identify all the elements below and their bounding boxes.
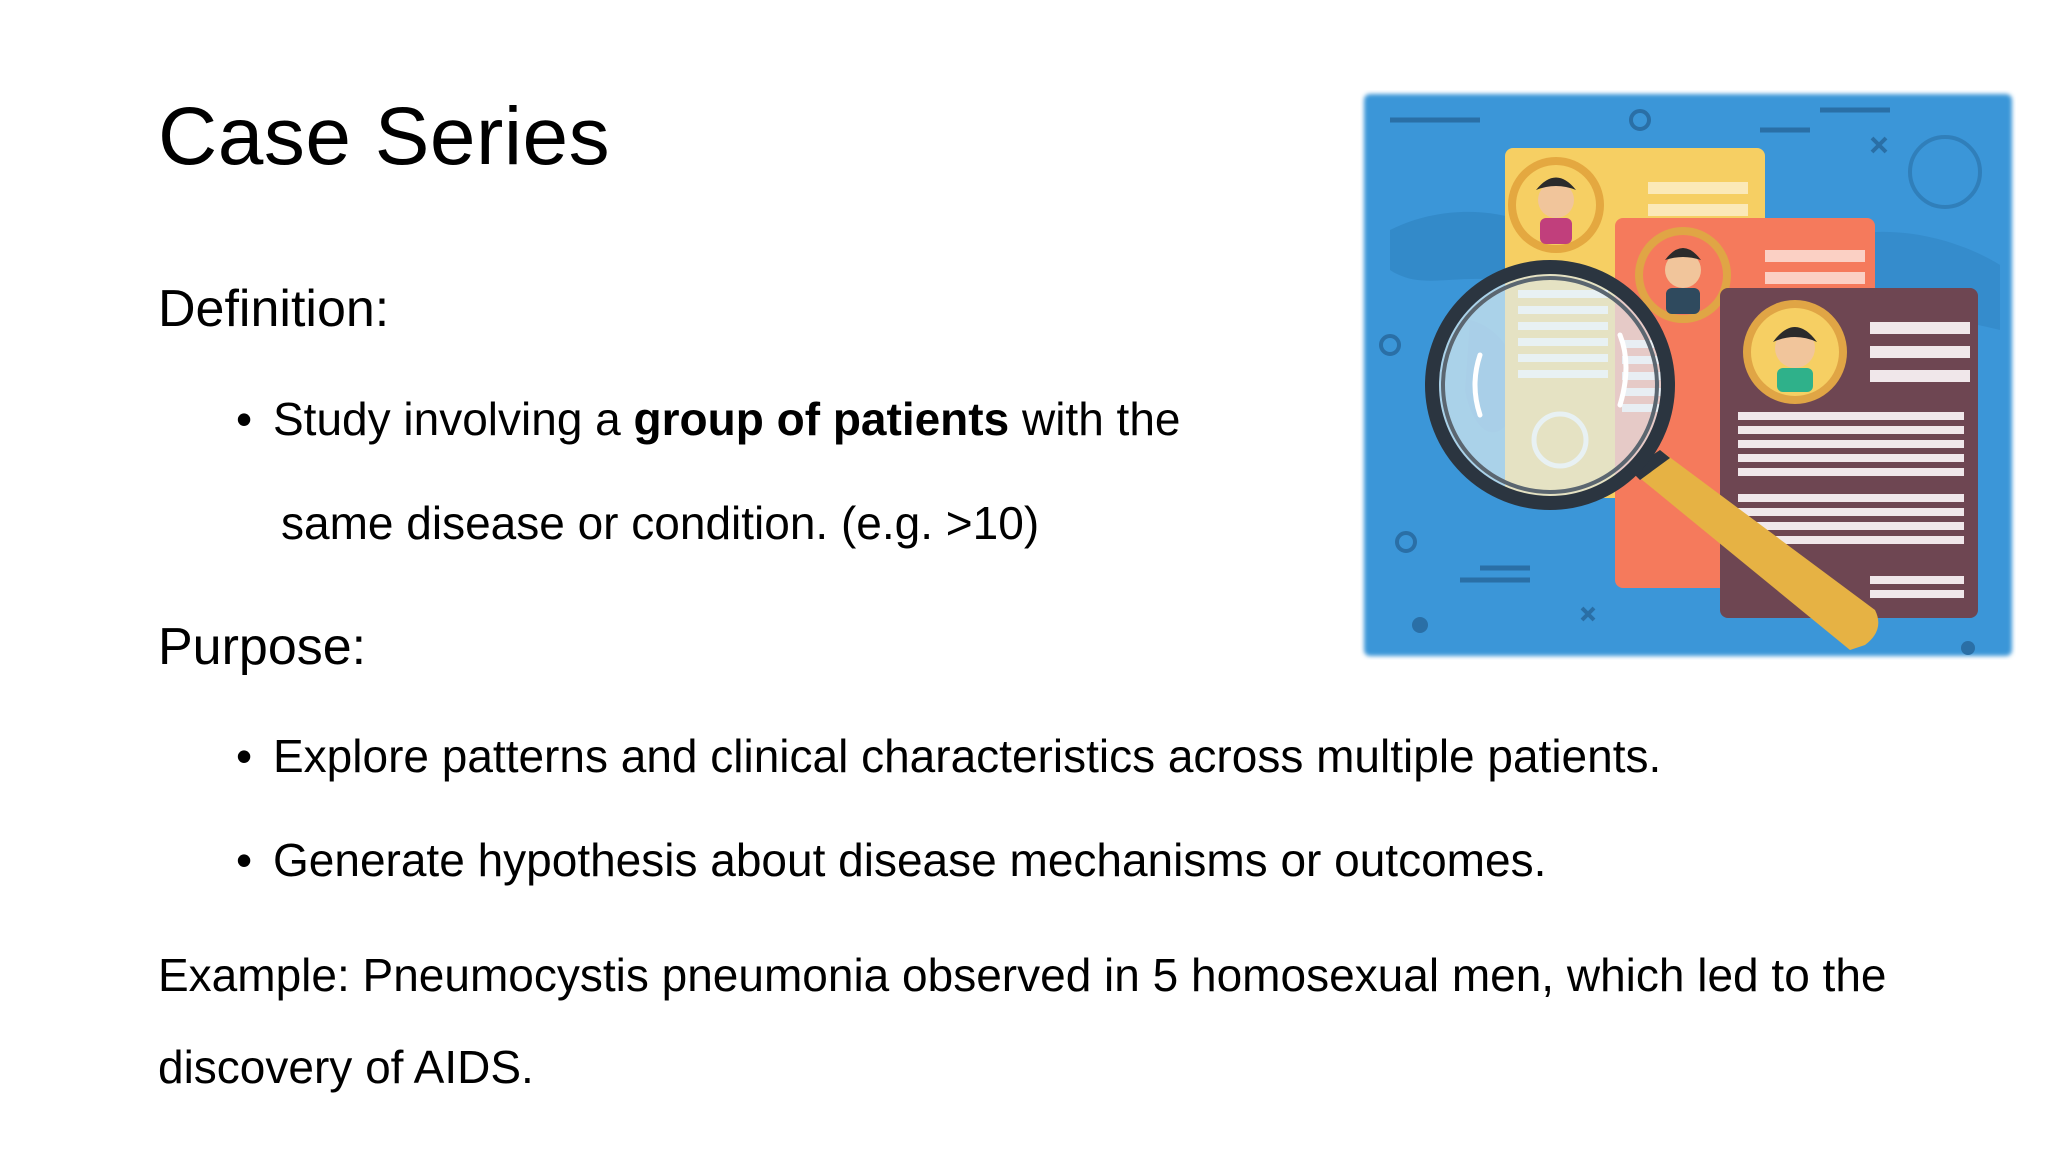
- purpose-bullet-2: Generate hypothesis about disease mechanisms or outcomes.: [273, 834, 1547, 886]
- definition-text-bold: group of patients: [633, 393, 1010, 445]
- definition-text-before: Study involving a: [273, 393, 634, 445]
- bullet-dot: •: [236, 393, 253, 445]
- purpose-bullet-1: Explore patterns and clinical characteristics across multiple patients.: [273, 730, 1662, 782]
- definition-continuation: same disease or condition. (e.g. >10): [281, 497, 1040, 549]
- definition-heading: Definition:: [158, 280, 390, 338]
- bullet-dot: •: [236, 834, 253, 886]
- definition-text-after: with the: [1009, 393, 1181, 445]
- slide-title: Case Series: [158, 91, 611, 182]
- example-line-2: discovery of AIDS.: [158, 1041, 534, 1093]
- purpose-heading: Purpose:: [158, 618, 367, 676]
- patient-records-magnifier-icon: [1360, 90, 2016, 660]
- definition-bullet: [273, 392, 1181, 447]
- example-line-1: Example: Pneumocystis pneumonia observed in 5 homosexual men, which led to the: [158, 949, 1887, 1001]
- bullet-dot: •: [236, 730, 253, 782]
